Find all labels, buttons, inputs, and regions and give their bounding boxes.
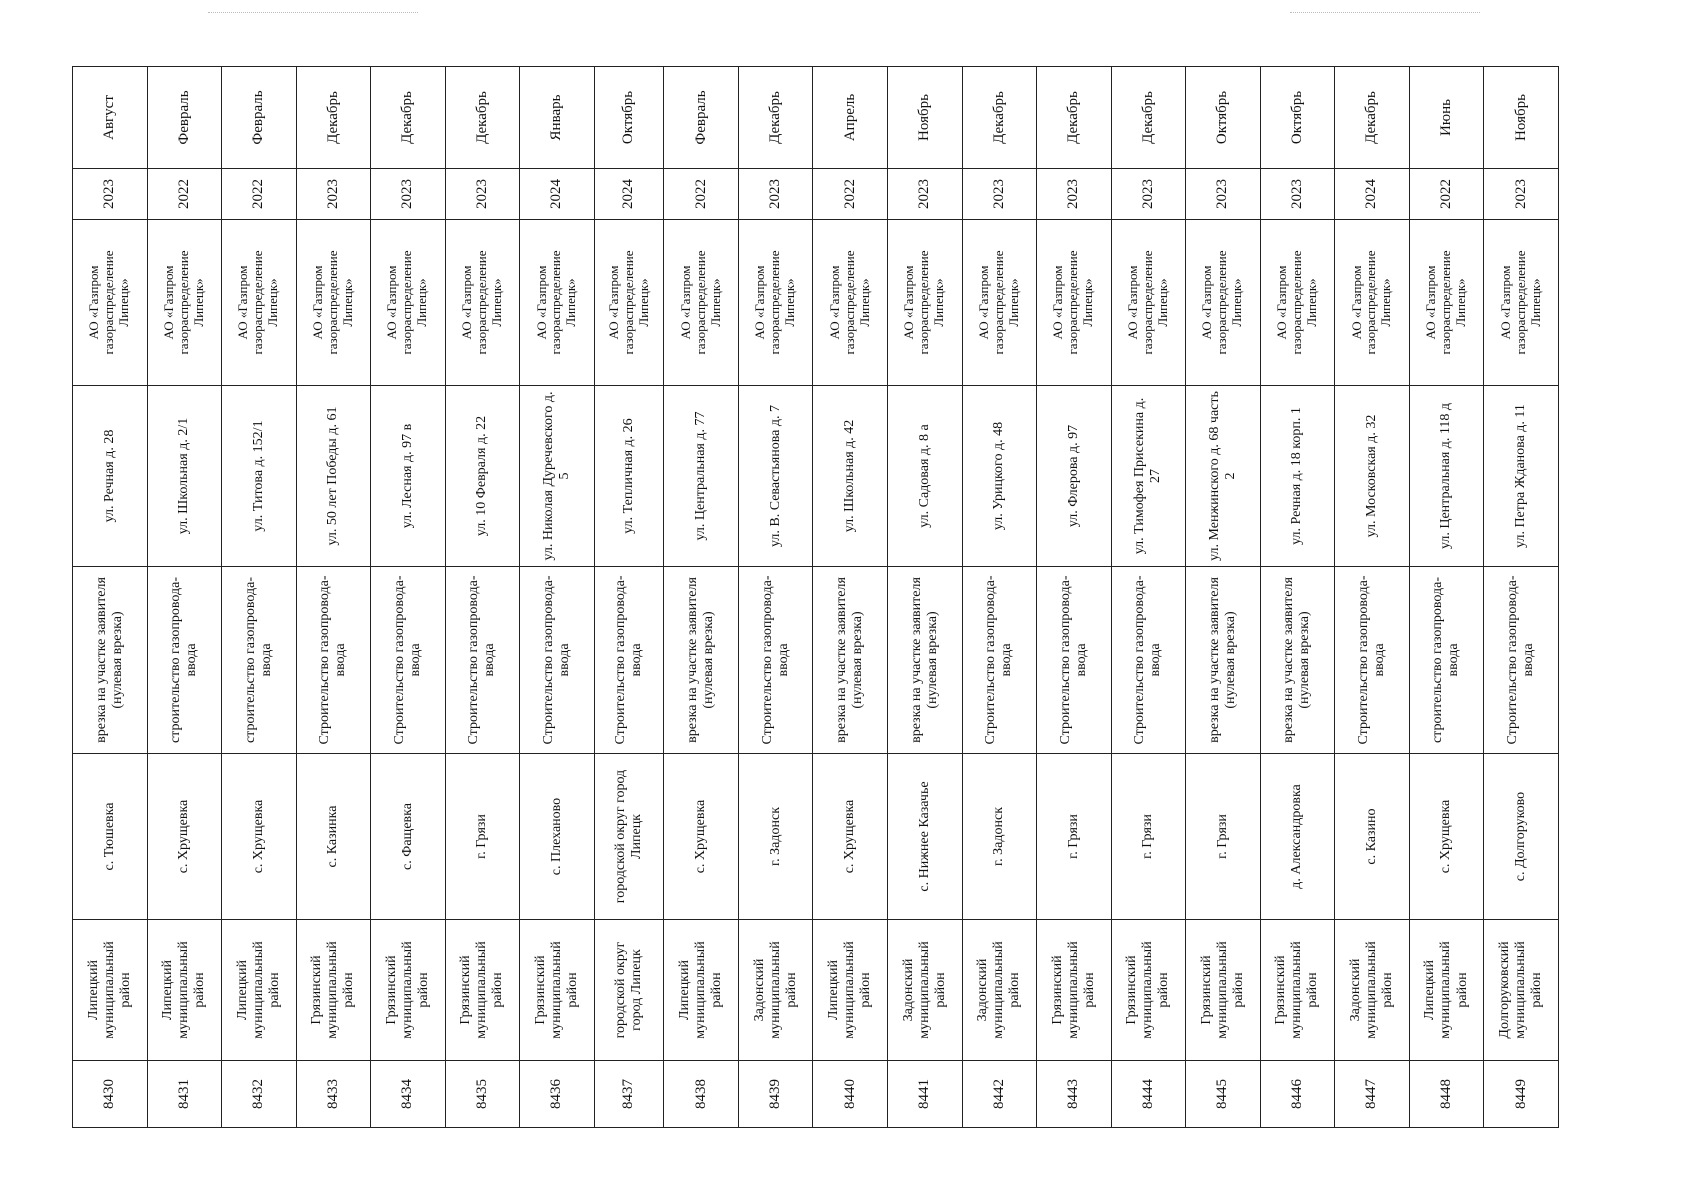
work-type-cell: врезка на участке заявителя (нулевая врезка) [664,567,739,754]
row-number-cell: 8431 [147,1061,222,1128]
organization-cell: АО «Газпром газораспределение Липецк» [962,220,1037,386]
year-cell: 2024 [594,169,664,220]
table-row [1037,67,1112,1128]
organization-cell: АО «Газпром газораспределение Липецк» [222,220,297,386]
gas-connection-table [72,66,1559,1128]
address-cell: ул. Урицкого д. 48 [962,386,1037,567]
address-cell: ул. Флерова д. 97 [1037,386,1112,567]
district-cell: Задонский муниципальный район [1335,920,1410,1061]
month-cell: Декабрь [445,67,520,169]
row-number-cell: 8446 [1260,1061,1335,1128]
month-cell: Январь [520,67,595,169]
scan-artifact-top-left [208,12,418,13]
month-cell: Октябрь [594,67,664,169]
month-cell: Апрель [813,67,888,169]
organization-cell: АО «Газпром газораспределение Липецк» [1037,220,1112,386]
locality-cell: с. Плеханово [520,754,595,920]
work-type-cell: Строительство газопровода-ввода [1335,567,1410,754]
row-number-cell: 8442 [962,1061,1037,1128]
year-cell: 2023 [445,169,520,220]
month-cell: Ноябрь [1484,67,1559,169]
address-cell: ул. В. Севастьянова д. 7 [738,386,813,567]
month-cell: Октябрь [1186,67,1261,169]
locality-cell: с. Казино [1335,754,1410,920]
month-cell: Февраль [222,67,297,169]
row-number-cell: 8448 [1409,1061,1484,1128]
district-cell: Грязинский муниципальный район [1111,920,1186,1061]
organization-cell: АО «Газпром газораспределение Липецк» [296,220,371,386]
row-number-cell: 8438 [664,1061,739,1128]
work-type-cell: Строительство газопровода-ввода [1484,567,1559,754]
address-cell: ул. Менжинского д. 68 часть 2 [1186,386,1261,567]
address-cell: ул. Центральная д. 77 [664,386,739,567]
district-cell: Грязинский муниципальный район [445,920,520,1061]
address-cell: ул. Речная д. 28 [73,386,148,567]
address-cell: ул. Школьная д. 42 [813,386,888,567]
locality-cell: г. Грязи [445,754,520,920]
locality-cell: г. Грязи [1111,754,1186,920]
table-body [73,67,1559,1128]
organization-cell: АО «Газпром газораспределение Липецк» [445,220,520,386]
row-number-cell: 8437 [594,1061,664,1128]
row-number-cell: 8444 [1111,1061,1186,1128]
work-type-cell: Строительство газопровода-ввода [594,567,664,754]
row-number-cell: 8433 [296,1061,371,1128]
district-cell: Грязинский муниципальный район [1186,920,1261,1061]
year-cell: 2023 [962,169,1037,220]
rotated-table-wrapper [72,73,1559,1128]
table-row [1260,67,1335,1128]
year-cell: 2022 [147,169,222,220]
table-row [222,67,297,1128]
month-cell: Декабрь [738,67,813,169]
month-cell: Август [73,67,148,169]
work-type-cell: врезка на участке заявителя (нулевая врезка) [1260,567,1335,754]
work-type-cell: Строительство газопровода-ввода [738,567,813,754]
work-type-cell: строительство газопровода-ввода [147,567,222,754]
address-cell: ул. Центральная д. 118 д [1409,386,1484,567]
work-type-cell: врезка на участке заявителя (нулевая врезка) [813,567,888,754]
year-cell: 2023 [1484,169,1559,220]
locality-cell: с. Фащевка [371,754,446,920]
year-cell: 2022 [1409,169,1484,220]
work-type-cell: Строительство газопровода-ввода [520,567,595,754]
table-row [147,67,222,1128]
locality-cell: д. Александровка [1260,754,1335,920]
month-cell: Февраль [147,67,222,169]
work-type-cell: Строительство газопровода-ввода [296,567,371,754]
table-row [664,67,739,1128]
month-cell: Ноябрь [888,67,963,169]
row-number-cell: 8440 [813,1061,888,1128]
district-cell: Грязинский муниципальный район [371,920,446,1061]
district-cell: Липецкий муниципальный район [664,920,739,1061]
table-row [445,67,520,1128]
organization-cell: АО «Газпром газораспределение Липецк» [1186,220,1261,386]
table-row [813,67,888,1128]
month-cell: Декабрь [1111,67,1186,169]
district-cell: Липецкий муниципальный район [813,920,888,1061]
organization-cell: АО «Газпром газораспределение Липецк» [147,220,222,386]
work-type-cell: строительство газопровода-ввода [222,567,297,754]
address-cell: ул. 10 Февраля д. 22 [445,386,520,567]
address-cell: ул. Речная д. 18 корп. 1 [1260,386,1335,567]
year-cell: 2023 [1111,169,1186,220]
work-type-cell: врезка на участке заявителя (нулевая врезка) [888,567,963,754]
year-cell: 2022 [664,169,739,220]
district-cell: Долгоруковский муниципальный район [1484,920,1559,1061]
year-cell: 2023 [1186,169,1261,220]
district-cell: Задонский муниципальный район [888,920,963,1061]
year-cell: 2024 [520,169,595,220]
row-number-cell: 8436 [520,1061,595,1128]
locality-cell: с. Долгоруково [1484,754,1559,920]
table-row [1186,67,1261,1128]
address-cell: ул. Школьная д. 2/1 [147,386,222,567]
district-cell: Липецкий муниципальный район [73,920,148,1061]
year-cell: 2023 [73,169,148,220]
year-cell: 2024 [1335,169,1410,220]
table-row [1484,67,1559,1128]
year-cell: 2023 [296,169,371,220]
address-cell: ул. 50 лет Победы д. 61 [296,386,371,567]
month-cell: Декабрь [962,67,1037,169]
year-cell: 2022 [813,169,888,220]
district-cell: Задонский муниципальный район [962,920,1037,1061]
month-cell: Февраль [664,67,739,169]
row-number-cell: 8441 [888,1061,963,1128]
address-cell: ул. Николая Дуречевского д. 5 [520,386,595,567]
month-cell: Декабрь [1037,67,1112,169]
organization-cell: АО «Газпром газораспределение Липецк» [1335,220,1410,386]
year-cell: 2023 [888,169,963,220]
table-row [520,67,595,1128]
month-cell: Декабрь [296,67,371,169]
table-row [296,67,371,1128]
year-cell: 2023 [1260,169,1335,220]
work-type-cell: врезка на участке заявителя (нулевая врезка) [73,567,148,754]
row-number-cell: 8449 [1484,1061,1559,1128]
locality-cell: с. Хрущевка [813,754,888,920]
table-row [738,67,813,1128]
year-cell: 2022 [222,169,297,220]
work-type-cell: Строительство газопровода-ввода [445,567,520,754]
row-number-cell: 8445 [1186,1061,1261,1128]
year-cell: 2023 [738,169,813,220]
district-cell: Липецкий муниципальный район [1409,920,1484,1061]
table-row [1335,67,1410,1128]
year-cell: 2023 [371,169,446,220]
row-number-cell: 8447 [1335,1061,1410,1128]
scan-artifact-top-right [1290,12,1480,13]
table-row [1409,67,1484,1128]
locality-cell: с. Хрущевка [664,754,739,920]
row-number-cell: 8435 [445,1061,520,1128]
organization-cell: АО «Газпром газораспределение Липецк» [1484,220,1559,386]
locality-cell: с. Хрущевка [222,754,297,920]
locality-cell: г. Задонск [738,754,813,920]
row-number-cell: 8432 [222,1061,297,1128]
work-type-cell: Строительство газопровода-ввода [1037,567,1112,754]
address-cell: ул. Тимофея Присекина д. 27 [1111,386,1186,567]
table-row [371,67,446,1128]
work-type-cell: врезка на участке заявителя (нулевая врезка) [1186,567,1261,754]
locality-cell: с. Хрущевка [147,754,222,920]
district-cell: Грязинский муниципальный район [1037,920,1112,1061]
district-cell: Грязинский муниципальный район [1260,920,1335,1061]
row-number-cell: 8430 [73,1061,148,1128]
table-row [962,67,1037,1128]
organization-cell: АО «Газпром газораспределение Липецк» [1260,220,1335,386]
locality-cell: с. Нижнее Казачье [888,754,963,920]
district-cell: городской округ город Липецк [594,920,664,1061]
organization-cell: АО «Газпром газораспределение Липецк» [371,220,446,386]
organization-cell: АО «Газпром газораспределение Липецк» [1111,220,1186,386]
address-cell: ул. Садовая д. 8 а [888,386,963,567]
organization-cell: АО «Газпром газораспределение Липецк» [813,220,888,386]
month-cell: Октябрь [1260,67,1335,169]
district-cell: Липецкий муниципальный район [222,920,297,1061]
address-cell: ул. Петра Жданова д. 11 [1484,386,1559,567]
locality-cell: с. Тюшевка [73,754,148,920]
work-type-cell: строительство газопровода-ввода [1409,567,1484,754]
organization-cell: АО «Газпром газораспределение Липецк» [520,220,595,386]
table-row [1111,67,1186,1128]
row-number-cell: 8434 [371,1061,446,1128]
district-cell: Грязинский муниципальный район [296,920,371,1061]
table-row [73,67,148,1128]
month-cell: Декабрь [1335,67,1410,169]
year-cell: 2023 [1037,169,1112,220]
address-cell: ул. Московская д. 32 [1335,386,1410,567]
locality-cell: с. Казинка [296,754,371,920]
locality-cell: г. Задонск [962,754,1037,920]
organization-cell: АО «Газпром газораспределение Липецк» [73,220,148,386]
address-cell: ул. Титова д. 152/1 [222,386,297,567]
address-cell: ул. Лесная д. 97 в [371,386,446,567]
organization-cell: АО «Газпром газораспределение Липецк» [738,220,813,386]
organization-cell: АО «Газпром газораспределение Липецк» [664,220,739,386]
locality-cell: с. Хрущевка [1409,754,1484,920]
organization-cell: АО «Газпром газораспределение Липецк» [888,220,963,386]
locality-cell: городской округ город Липецк [594,754,664,920]
row-number-cell: 8439 [738,1061,813,1128]
month-cell: Декабрь [371,67,446,169]
district-cell: Грязинский муниципальный район [520,920,595,1061]
organization-cell: АО «Газпром газораспределение Липецк» [594,220,664,386]
locality-cell: г. Грязи [1037,754,1112,920]
district-cell: Липецкий муниципальный район [147,920,222,1061]
work-type-cell: Строительство газопровода-ввода [962,567,1037,754]
work-type-cell: Строительство газопровода-ввода [371,567,446,754]
table-row [888,67,963,1128]
row-number-cell: 8443 [1037,1061,1112,1128]
work-type-cell: Строительство газопровода-ввода [1111,567,1186,754]
district-cell: Задонский муниципальный район [738,920,813,1061]
locality-cell: г. Грязи [1186,754,1261,920]
month-cell: Июнь [1409,67,1484,169]
organization-cell: АО «Газпром газораспределение Липецк» [1409,220,1484,386]
address-cell: ул. Тепличная д. 26 [594,386,664,567]
table-row [594,67,664,1128]
